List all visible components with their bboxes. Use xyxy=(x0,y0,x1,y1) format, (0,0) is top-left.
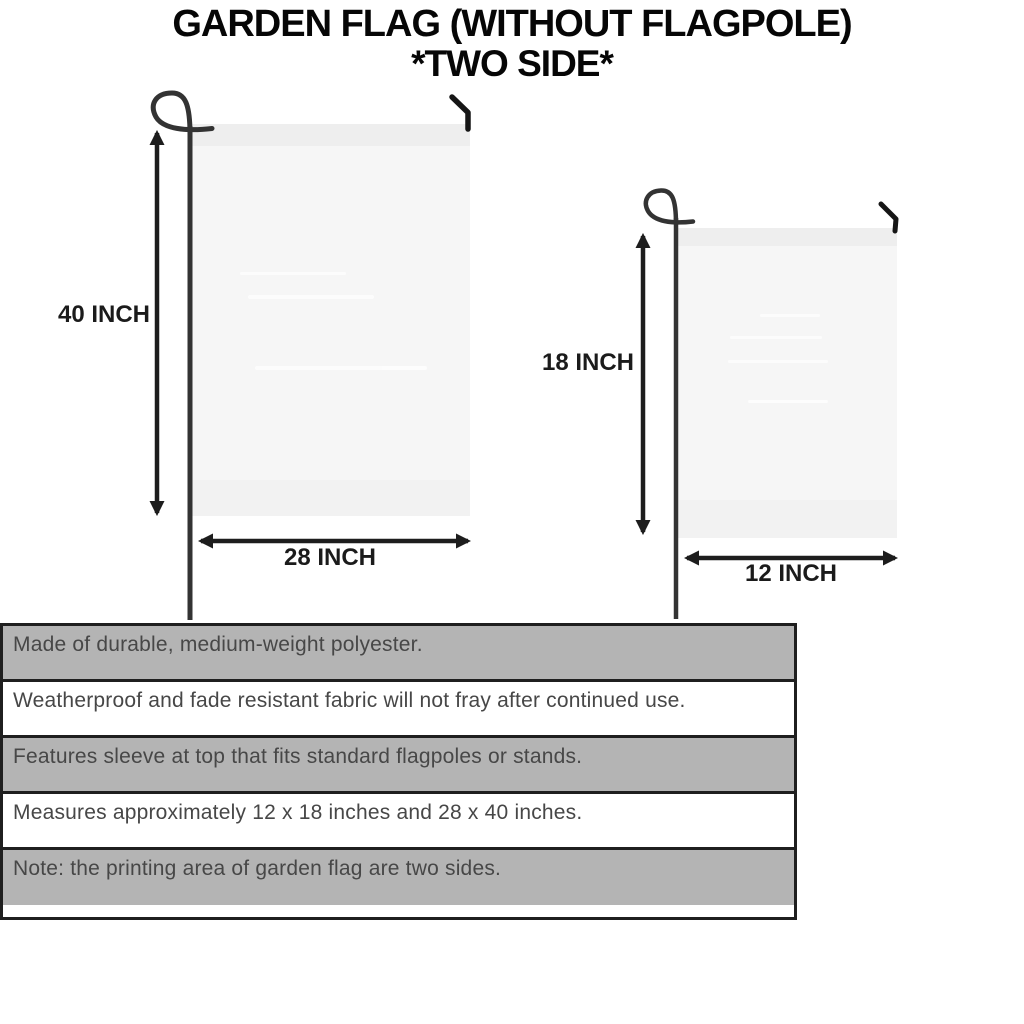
feature-row-material: Made of durable, medium-weight polyester. xyxy=(3,626,794,682)
large-flag-height-label: 40 INCH xyxy=(57,301,151,328)
feature-table xyxy=(0,623,797,920)
small-flagpole-hook xyxy=(881,204,896,231)
small-flag-width-label: 12 INCH xyxy=(744,560,838,587)
large-flag-panel xyxy=(192,124,470,516)
small-flagpole-loop xyxy=(646,190,693,224)
title-line-1: GARDEN FLAG (WITHOUT FLAGPOLE) xyxy=(172,3,852,45)
small-flag-bottom-shade xyxy=(676,500,897,538)
large-flag-width-label: 28 INCH xyxy=(283,544,377,571)
small-flag-group xyxy=(643,190,897,619)
large-flag-group xyxy=(153,93,470,620)
small-flag-panel xyxy=(676,228,897,538)
small-flag-sleeve xyxy=(676,228,897,246)
large-flag-sleeve xyxy=(192,124,470,146)
large-flag-bottom-shade xyxy=(192,480,470,516)
feature-row-measurements: Measures approximately 12 x 18 inches and 28 x 40 inches. xyxy=(3,794,794,850)
large-flagpole-loop xyxy=(153,93,212,134)
feature-row-weatherproof: Weatherproof and fade resistant fabric will not fray after continued use. xyxy=(3,682,794,738)
small-flag-height-label: 18 INCH xyxy=(541,349,635,376)
feature-row-sleeve: Features sleeve at top that fits standard flagpoles or stands. xyxy=(3,738,794,794)
title-line-2: *TWO SIDE* xyxy=(411,43,613,85)
feature-row-note: Note: the printing area of garden flag are two sides. xyxy=(3,850,794,905)
